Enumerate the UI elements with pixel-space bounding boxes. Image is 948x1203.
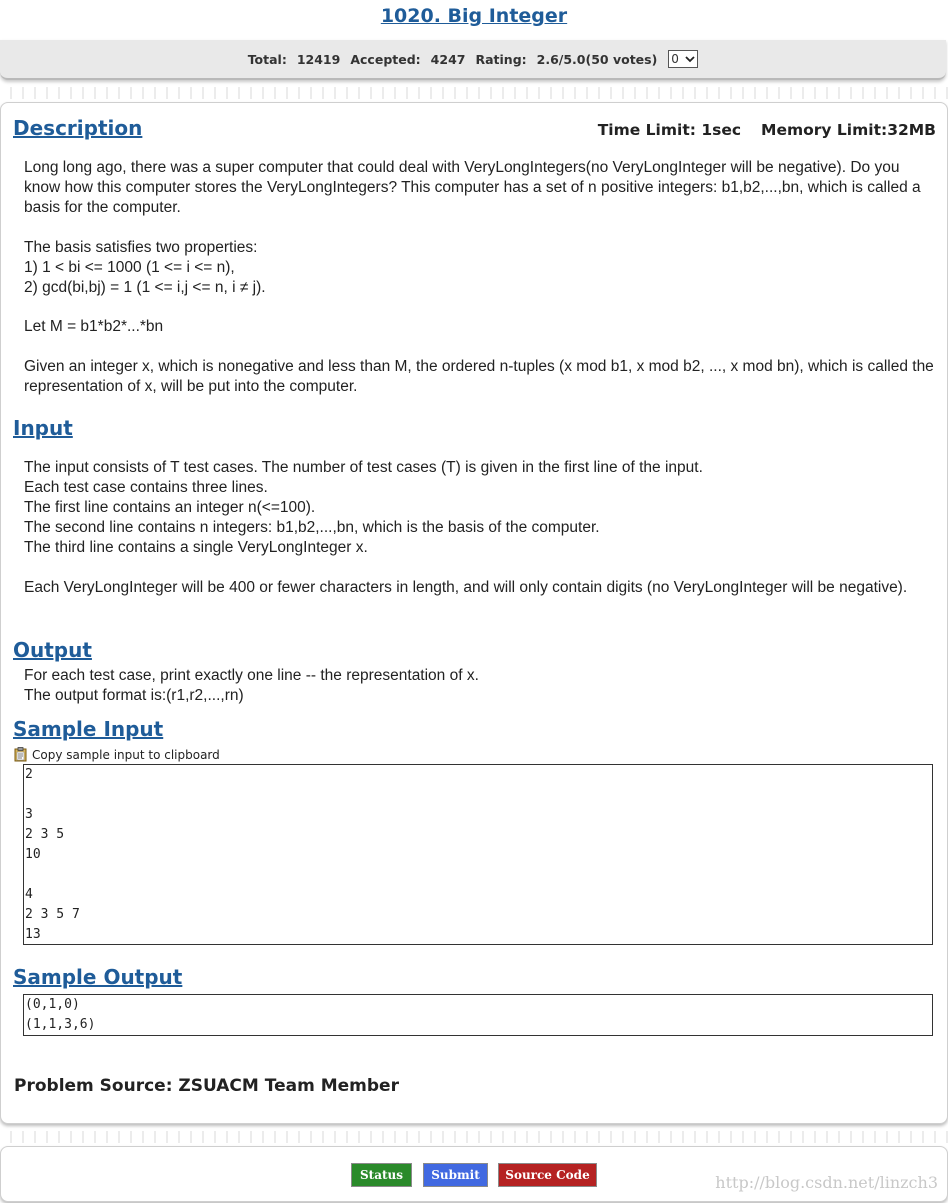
chevron-down-icon (685, 55, 695, 63)
rating-value: 2.6/5.0(50 votes) (536, 51, 658, 67)
sample-output-heading: Sample Output (13, 965, 183, 989)
description-heading: Description (13, 116, 143, 140)
submit-button[interactable]: Submit (423, 1163, 488, 1187)
total-value: 12419 (296, 51, 341, 67)
status-button[interactable]: Status (351, 1163, 412, 1187)
description-line: 2) gcd(bi,bj) = 1 (1 <= i,j <= n, i ≠ j). (24, 279, 266, 296)
copy-to-clipboard-link[interactable] (14, 747, 220, 762)
input-line: The input consists of T test cases. The number of test cases (T) is given in the first line of the input. (24, 459, 703, 476)
input-heading: Input (13, 416, 73, 440)
sample-input-heading: Sample Input (13, 717, 164, 741)
description-line: 1) 1 < bi <= 1000 (1 <= i <= n), (24, 259, 235, 276)
copy-label: Copy sample input to clipboard (32, 747, 220, 762)
sample-input-box[interactable]: 2 3 2 3 5 10 4 2 3 5 7 13 (23, 764, 933, 945)
rating-select[interactable] (668, 50, 698, 68)
description-paragraph: Long long ago, there was a super computer that could deal with VeryLongIntegers(no VeryLongInteger will be negative). Do you know how this computer stores the VeryLongIntegers? This computer has a set of n positive integers: b1,b2,...,bn, which is called a basis for the computer. (24, 159, 921, 216)
problem-source: Problem Source: ZSUACM Team Member (14, 1076, 399, 1096)
problem-title[interactable]: 1020. Big Integer (380, 5, 568, 27)
input-line: Each VeryLongInteger will be 400 or fewer characters in length, and will only contain digits (no VeryLongInteger will be negative). (24, 579, 908, 596)
source-code-button[interactable]: Source Code (498, 1163, 597, 1187)
description-line: Let M = b1*b2*...*bn (24, 318, 164, 335)
sample-output-box[interactable]: (0,1,0) (1,1,3,6) (23, 994, 933, 1036)
accepted-label: Accepted: (350, 51, 421, 67)
clipboard-icon (14, 747, 27, 762)
output-line: The output format is:(r1,r2,...,rn) (24, 687, 244, 704)
watermark: http://blog.csdn.net/linzch3 (715, 1173, 938, 1192)
input-line: The second line contains n integers: b1,b2,...,bn, which is the basis of the computer. (24, 519, 600, 536)
input-line: The third line contains a single VeryLongInteger x. (24, 539, 368, 556)
input-line: Each test case contains three lines. (24, 479, 268, 496)
total-label: Total: (247, 51, 287, 67)
rating-select-value: 0 (671, 52, 679, 66)
output-heading: Output (13, 638, 92, 662)
input-line: The first line contains an integer n(<=100). (24, 499, 316, 516)
stats-bar (0, 40, 946, 80)
limits (598, 121, 936, 139)
accepted-value: 4247 (430, 51, 466, 67)
divider (0, 87, 948, 99)
output-line: For each test case, print exactly one line -- the representation of x. (24, 667, 479, 684)
time-limit: Time Limit: 1sec (597, 121, 742, 139)
description-paragraph: Given an integer x, which is nonegative and less than M, the ordered n-tuples (x mod b1, x mod b2, ..., x mod bn), which is called the representation of x, will be put into the computer. (24, 358, 934, 395)
memory-limit: Memory Limit:32MB (761, 121, 936, 139)
description-line: The basis satisfies two properties: (24, 239, 258, 256)
divider (0, 1131, 948, 1143)
rating-label: Rating: (475, 51, 527, 67)
